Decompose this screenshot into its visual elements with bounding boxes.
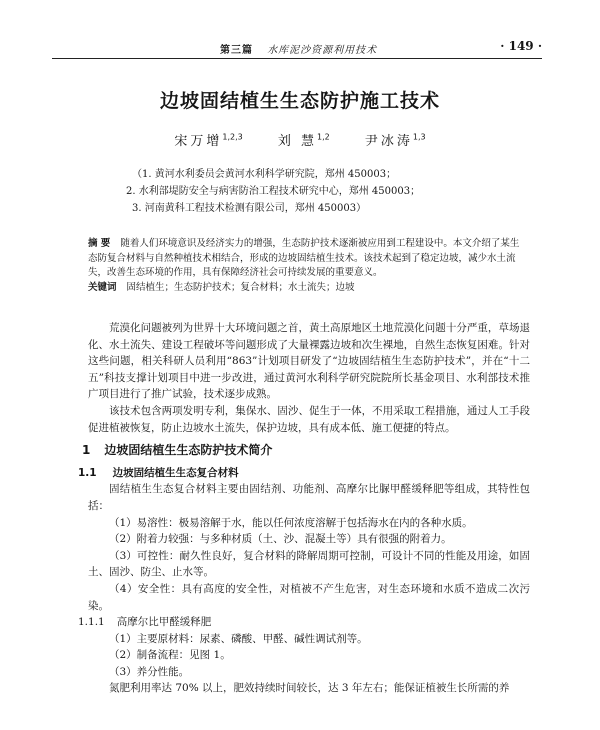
running-header-title <box>220 41 377 56</box>
list-item: （2）附着力较强：与多种材质（土、沙、混凝土等）具有很强的附着力。 <box>109 533 452 546</box>
keywords-label: 关键词 <box>88 281 117 293</box>
subsubsection-heading: 1.1.1 高摩尔比甲醛缓释肥 <box>78 616 212 629</box>
list-item: （1）主要原材料：尿素、磷酸、甲醛、碱性调试剂等。 <box>109 632 368 645</box>
abstract-block <box>88 237 520 295</box>
list-item: （2）制备流程：见图 1。 <box>109 649 231 662</box>
paragraph: 固结植生生态复合材料主要由固结剂、功能剂、高摩尔比脲甲醛缓释肥等组成，其特性包括： <box>88 483 530 512</box>
paragraph: 荒漠化问题被列为世界十大环境问题之首，黄土高原地区土地荒漠化问题十分严重，草场退化、水土流失、建设工程破坏等问题形成了大量裸露边坡和次生裸地，自然生态恢复困难。针对这些问题，相关科研人员利用“863”计划项目研发了“边坡固结植生生态防护技术”，并在“十二五”科技支撑计划项目中进一步改进，通过黄河水利科学研究院院所长基金项目、水利部技术推广项目进行了推广试验，技术逐步成熟。 <box>88 322 530 401</box>
list-item: （1）易溶性：极易溶解于水，能以任何浓度溶解于包括海水在内的各种水质。 <box>109 516 473 529</box>
author: 刘 慧$^{1,2}$ <box>277 132 330 149</box>
author: 宋万增$^{1,2,3}$ <box>174 132 243 149</box>
affiliations <box>126 166 552 217</box>
part-label: 第三篇 <box>220 45 253 56</box>
page-number: · 149 · <box>500 39 542 53</box>
section-label: 水库泥沙资源利用技术 <box>267 45 378 56</box>
author: 尹冰涛$^{1,3}$ <box>364 132 426 149</box>
list-item: （4）安全性：具有高度的安全性，对植被不产生危害，对生态环境和水质不造成二次污染。 <box>88 582 530 612</box>
keywords <box>88 281 520 296</box>
author-list <box>0 130 600 149</box>
paragraph: 该技术包含两项发明专利，集保水、固沙、促生于一体，不用采取工程措施，通过人工手段促进植被恢复，防止边坡水土流失，保护边坡，具有成本低、施工便捷的特点。 <box>88 404 530 434</box>
affiliation-line: 3. 河南黄科工程技术检测有限公司，郑州 450003） <box>132 203 367 214</box>
list-item: （3）养分性能。 <box>109 665 190 678</box>
subsection-heading: 1.1 边坡固结植生生态复合材料 <box>78 466 239 479</box>
list-item: （3）可控性：耐久性良好，复合材料的降解周期可控制，可设计不同的性能及用途，如固土、固沙、防尘、止水等。 <box>88 549 530 579</box>
section-heading: 1 边坡固结植生生态防护技术简介 <box>82 443 273 458</box>
abstract <box>88 237 520 281</box>
paper-title: 边坡固结植生生态防护施工技术 <box>159 90 440 112</box>
affiliation-line: 2. 水利部堤防安全与病害防治工程技术研究中心，郑州 450003； <box>126 186 421 197</box>
paragraph: 氮肥利用率达 70% 以上，肥效持续时间较长，达 3 年左右；能保证植被生长所需的养 <box>109 682 510 695</box>
running-header <box>52 39 542 57</box>
header-rule <box>52 58 542 59</box>
body-text <box>78 320 530 697</box>
abstract-text: 随着人们环境意识及经济实力的增强，生态防护技术逐渐被应用到工程建设中。本文介绍了某生态防复合材料与自然种植技术相结合，形成的边坡固结植生技术。该技术起到了稳定边坡，减少水土流失，改善生态环境的作用，具有保障经济社会可持续发展的重要意义。 <box>88 238 520 278</box>
affiliation-line: （1. 黄河水利委员会黄河水利科学研究院，郑州 450003； <box>132 169 397 180</box>
abstract-label: 摘 要 <box>88 238 111 249</box>
keywords-text: 固结植生；生态防护技术；复合材料；水土流失；边坡 <box>126 281 355 293</box>
